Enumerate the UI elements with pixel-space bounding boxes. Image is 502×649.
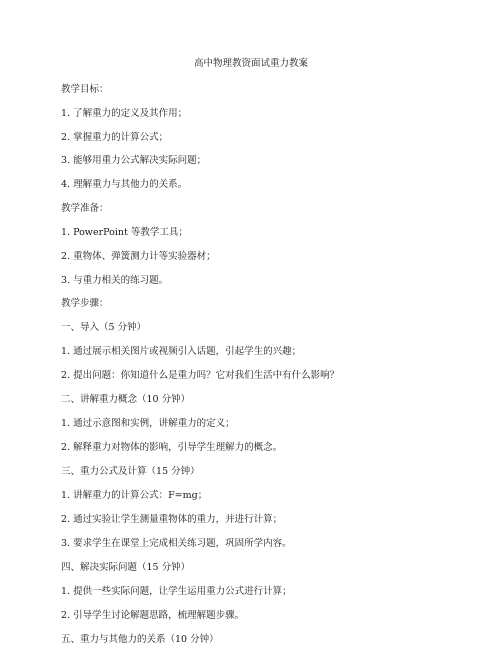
list-item: 4. 理解重力与其他力的关系。 — [61, 179, 188, 190]
list-item: 1. 通过示意图和实例，讲解重力的定义； — [61, 418, 235, 429]
list-item: 2. 解释重力对物体的影响，引导学生理解力的概念。 — [61, 442, 283, 453]
list-item: 1. 讲解重力的计算公式：F=mg； — [61, 490, 208, 501]
document-title: 高中物理教资面试重力教案 — [193, 58, 308, 69]
step-heading: 五、重力与其他力的关系（10 分钟） — [61, 634, 219, 645]
step-heading: 一、导入（5 分钟） — [61, 322, 147, 333]
list-item: 3. 与重力相关的练习题。 — [61, 275, 169, 286]
step-heading: 四、解决实际问题（15 分钟） — [61, 562, 191, 573]
step-heading: 三、重力公式及计算（15 分钟） — [61, 466, 200, 477]
list-item: 2. 引导学生讨论解题思路，梳理解题步骤。 — [61, 610, 245, 621]
list-item: 1. 了解重力的定义及其作用； — [61, 108, 188, 119]
list-item: 1. 提供一些实际问题，让学生运用重力公式进行计算； — [61, 586, 292, 597]
step-heading: 二、讲解重力概念（10 分钟） — [61, 394, 191, 405]
section-heading: 教学目标： — [61, 84, 109, 95]
list-item: 3. 要求学生在课堂上完成相关练习题，巩固所学内容。 — [61, 538, 292, 549]
list-item: 2. 提出问题：你知道什么是重力吗？它对我们生活中有什么影响？ — [61, 370, 340, 381]
list-item: 2. 重物体、弹簧测力计等实验器材； — [61, 251, 216, 262]
list-item: 1. PowerPoint 等教学工具； — [61, 227, 188, 238]
list-item: 1. 通过展示相关图片或视频引入话题，引起学生的兴趣； — [61, 346, 302, 357]
list-item: 2. 通过实验让学生测量重物体的重力，并进行计算； — [61, 514, 283, 525]
list-item: 3. 能够用重力公式解决实际问题； — [61, 155, 207, 166]
section-heading: 教学准备： — [61, 203, 109, 214]
section-heading: 教学步骤： — [61, 298, 109, 309]
list-item: 2. 掌握重力的计算公式； — [61, 132, 169, 143]
